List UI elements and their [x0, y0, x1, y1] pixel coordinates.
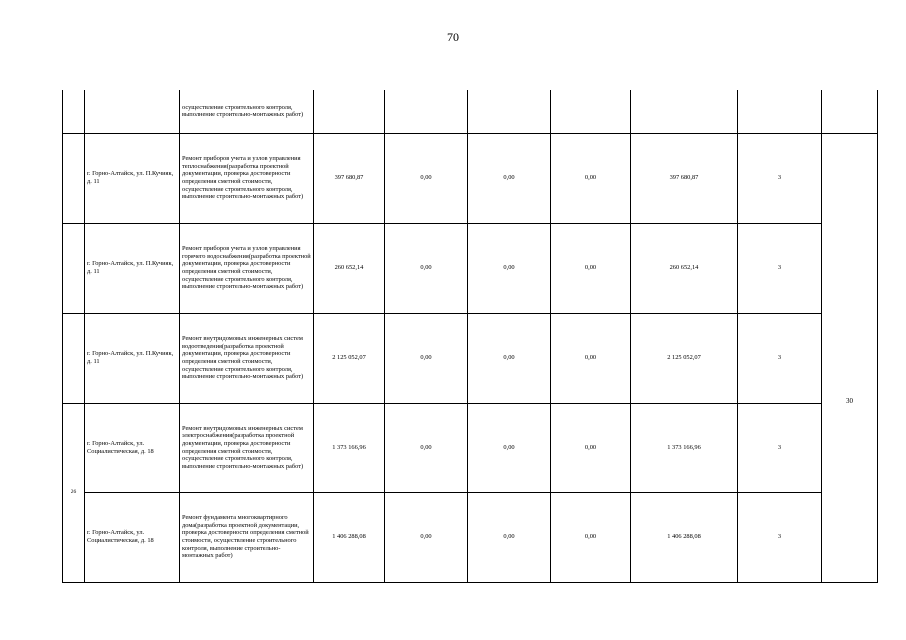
group-number-cell: 26 [63, 403, 85, 582]
fund-cell-3: 0,00 [551, 223, 631, 313]
address-cell [85, 90, 180, 133]
total-cost-cell: 260 652,14 [314, 223, 385, 313]
table-row [63, 133, 878, 223]
work-description-cell: Ремонт фундамента многоквартирного дома(разработка проектной документации, проверка достоверности определения сметной стоимости, осуществление строительного контроля, выполнение строительно-монтажных работ) [180, 492, 314, 582]
work-description-cell: осуществление строительного контроля, выполнение строительно-монтажных работ) [180, 90, 314, 133]
fund-cell-1: 0,00 [385, 403, 468, 492]
count-cell: 3 [738, 223, 822, 313]
fund-cell-1 [385, 90, 468, 133]
table-row [63, 223, 878, 313]
fund-cell-2: 0,00 [468, 133, 551, 223]
fund-cell-3: 0,00 [551, 133, 631, 223]
repair-plan-table [62, 90, 878, 583]
fund-cell-3: 0,00 [551, 403, 631, 492]
table-row [63, 492, 878, 582]
fund-cell-1: 0,00 [385, 313, 468, 403]
fund-cell-3 [551, 90, 631, 133]
fund-cell-1: 0,00 [385, 492, 468, 582]
count-cell: 3 [738, 133, 822, 223]
group-number-cell [63, 90, 85, 133]
fund-cell-1: 0,00 [385, 133, 468, 223]
group-total: 30 [846, 396, 853, 405]
total-cost-cell: 2 125 052,07 [314, 313, 385, 403]
owners-funds-cell: 260 652,14 [631, 223, 738, 313]
fund-cell-2 [468, 90, 551, 133]
table-row [63, 313, 878, 403]
address-cell: г. Горно-Алтайск, ул. П.Кучияк, д. 11 [85, 223, 180, 313]
fund-cell-3: 0,00 [551, 313, 631, 403]
count-cell: 3 [738, 403, 822, 492]
owners-funds-cell: 2 125 052,07 [631, 313, 738, 403]
address-cell: г. Горно-Алтайск, ул. П.Кучияк, д. 11 [85, 133, 180, 223]
work-description-cell: Ремонт приборов учета и узлов управления теплоснабжения(разработка проектной документации, проверка достоверности определения сметной стоимости, осуществление строительного контроля, выполнение строительно-монтажных работ) [180, 133, 314, 223]
total-cost-cell: 397 680,87 [314, 133, 385, 223]
page-number: 70 [447, 30, 459, 44]
group-number-cell [63, 223, 85, 313]
fund-cell-1: 0,00 [385, 223, 468, 313]
table-row [63, 403, 878, 492]
address-cell: г. Горно-Алтайск, ул. Социалистическая, д. 18 [85, 403, 180, 492]
total-cost-cell: 1 373 166,96 [314, 403, 385, 492]
count-cell: 3 [738, 492, 822, 582]
address-cell: г. Горно-Алтайск, ул. П.Кучияк, д. 11 [85, 313, 180, 403]
group-number-cell [63, 313, 85, 403]
address-cell: г. Горно-Алтайск, ул. Социалистическая, д. 18 [85, 492, 180, 582]
work-description-cell: Ремонт приборов учета и узлов управления горячего водоснабжения(разработка проектной документации, проверка достоверности определения сметной стоимости, осуществление строительного контроля, выполнение строительно-монтажных работ) [180, 223, 314, 313]
fund-cell-3: 0,00 [551, 492, 631, 582]
total-cell [822, 90, 878, 133]
fund-cell-2: 0,00 [468, 403, 551, 492]
fund-cell-2: 0,00 [468, 492, 551, 582]
group-number-cell [63, 133, 85, 223]
count-cell [738, 90, 822, 133]
count-cell: 3 [738, 313, 822, 403]
work-description-cell: Ремонт внутридомовых инженерных систем водоотведения(разработка проектной документации, проверка достоверности определения сметной стоимости, осуществление строительного контроля, выполнение строительно-монтажных работ) [180, 313, 314, 403]
fund-cell-2: 0,00 [468, 313, 551, 403]
owners-funds-cell: 1 373 166,96 [631, 403, 738, 492]
fund-cell-2: 0,00 [468, 223, 551, 313]
owners-funds-cell [631, 90, 738, 133]
total-cost-cell [314, 90, 385, 133]
work-description-cell: Ремонт внутридомовых инженерных систем электроснабжения(разработка проектной документации, проверка достоверности определения сметной стоимости, осуществление строительного контроля, выполнение строительно-монтажных работ) [180, 403, 314, 492]
owners-funds-cell: 1 406 288,08 [631, 492, 738, 582]
total-cost-cell: 1 406 288,08 [314, 492, 385, 582]
group-total-cell [822, 133, 878, 582]
owners-funds-cell: 397 680,87 [631, 133, 738, 223]
table-row [63, 90, 878, 133]
